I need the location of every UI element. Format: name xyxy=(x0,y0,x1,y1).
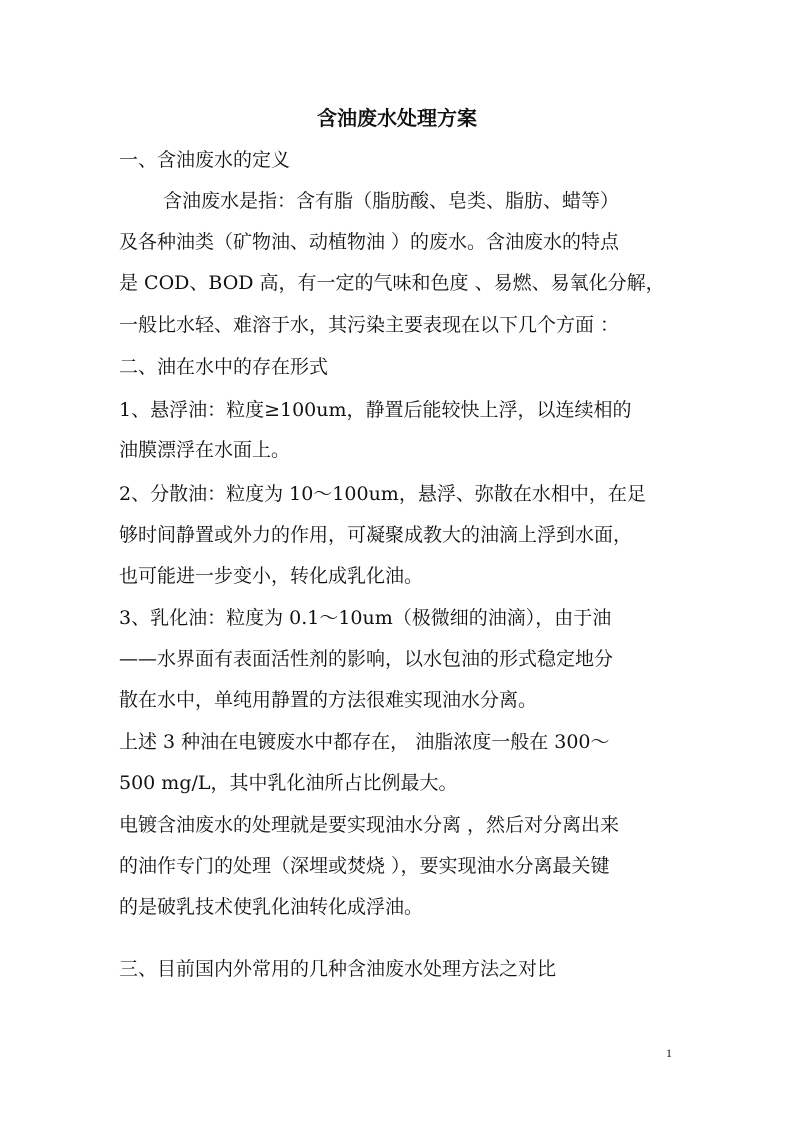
paragraph-line: 500 mg/L，其中乳化油所占比例最大。 xyxy=(119,772,458,794)
document-title: 含油废水处理方案 xyxy=(317,106,477,130)
paragraph-line: 的油作专门的处理（深埋或焚烧 ），要实现油水分离最关键 xyxy=(119,855,610,877)
page-number: 1 xyxy=(666,1046,672,1060)
paragraph-line: 及各种油类（矿物油、动植物油 ）的废水。含油废水的特点 xyxy=(119,231,620,253)
paragraph-line: 3、乳化油：粒度为 0.1～10um（极微细的油滴），由于油 xyxy=(119,607,612,629)
section-heading-forms: 二、油在水中的存在形式 xyxy=(119,356,329,378)
paragraph-line: 够时间静置或外力的作用，可凝聚成教大的油滴上浮到水面， xyxy=(119,524,633,546)
paragraph-line: 一般比水轻、难溶于水，其污染主要表现在以下几个方面 ： xyxy=(119,314,620,336)
paragraph-line: 是 COD、BOD 高，有一定的气味和色度 、易燃、易氧化分解， xyxy=(119,272,665,294)
section-heading-definition: 一、含油废水的定义 xyxy=(119,149,291,171)
paragraph-line: ——水界面有表面活性剂的影响，以水包油的形式稳定地分 xyxy=(119,648,614,670)
paragraph-line: 油膜漂浮在水面上。 xyxy=(119,439,291,461)
paragraph-line: 1、悬浮油：粒度≥100um，静置后能较快上浮，以连续相的 xyxy=(119,399,632,421)
paragraph-line: 2、分散油：粒度为 10～100um，悬浮、弥散在水相中，在足 xyxy=(119,483,646,505)
paragraph-line: 散在水中，单纯用静置的方法很难实现油水分离。 xyxy=(119,689,538,711)
paragraph-line: 也可能进一步变小，转化成乳化油。 xyxy=(119,565,424,587)
paragraph-line: 电镀含油废水的处理就是要实现油水分离 ，然后对分离出来 xyxy=(119,814,620,836)
paragraph-line: 含油废水是指：含有脂（脂肪酸、皂类、脂肪、蜡等） xyxy=(163,190,620,212)
paragraph-line: 上述 3 种油在电镀废水中都存在， 油脂浓度一般在 300～ xyxy=(119,731,610,753)
section-heading-comparison: 三、目前国内外常用的几种含油废水处理方法之对比 xyxy=(119,958,557,980)
paragraph-line: 的是破乳技术使乳化油转化成浮油。 xyxy=(119,896,424,918)
